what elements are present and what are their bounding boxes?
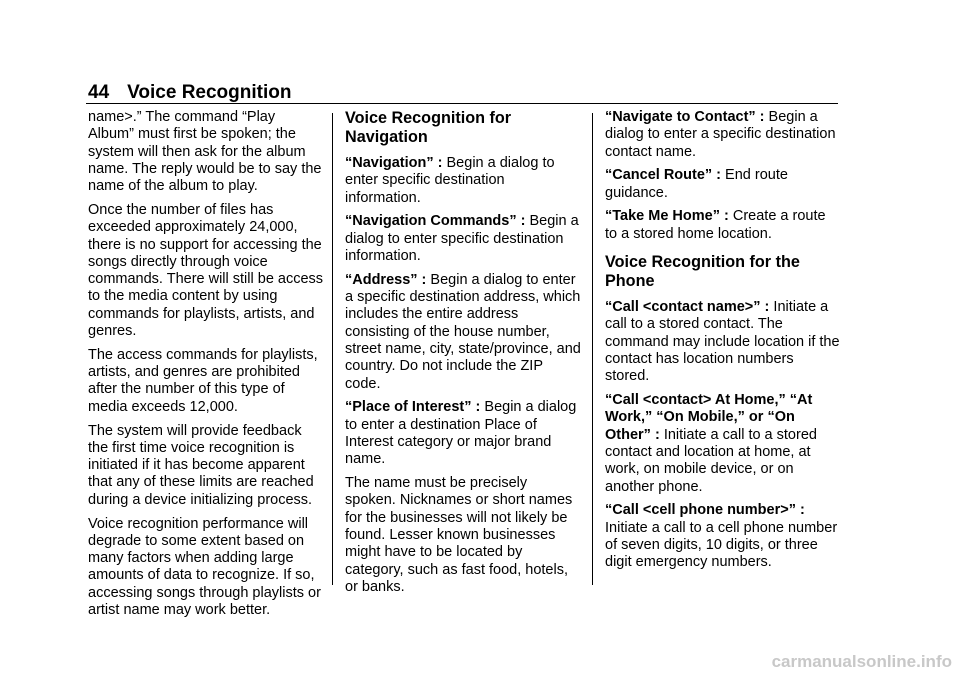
command-term: “Take Me Home” :: [605, 208, 729, 225]
command-item: [345, 272, 581, 393]
command-term: “Navigation Commands” :: [345, 213, 526, 230]
command-term: “Place of Interest” :: [345, 399, 481, 416]
command-desc: Initiate a call to a stored contact. The command may include location if the contact has location numbers stored.: [605, 299, 840, 385]
column-3: [605, 109, 841, 578]
paragraph: The access commands for playlists, artists, and genres are prohibited after the number of this type of media exceeds 12,000.: [88, 346, 318, 415]
column-divider-1: [332, 113, 333, 585]
page-number: 44: [88, 82, 110, 103]
command-term: “Call <cell phone number>” :: [605, 502, 805, 519]
command-term: “Navigate to Contact” :: [605, 109, 765, 125]
command-term: “Cancel Route” :: [605, 167, 722, 184]
command-item: [605, 167, 841, 202]
column-divider-2: [592, 113, 593, 585]
command-desc: Initiate a call to a stored contact and location at home, at work, on mobile device, or on another phone.: [605, 426, 817, 495]
command-desc: Begin a dialog to enter a specific destination address, which includes the entire address consisting of the house number, street name, city, state/province, and country. Do not include the ZIP code.: [345, 271, 581, 392]
command-item: [605, 208, 841, 243]
command-desc: Initiate a call to a cell phone number of seven digits, 10 digits, or three digit emergency numbers.: [605, 519, 838, 571]
command-term: “Call <contact> At Home,” “At Work,” “On Mobile,” or “On Other” :: [605, 392, 813, 443]
command-item: [345, 213, 581, 265]
paragraph: name>.” The command “Play Album” must first be spoken; the system will then ask for the album name. The reply would be to say the name of the album to play.: [88, 109, 322, 195]
command-desc: Begin a dialog to enter specific destination information.: [345, 155, 555, 206]
paragraph: The name must be precisely spoken. Nicknames or short names for the businesses will not likely be found. Lesser known businesses might have to be located by category, such as fast food, hotels, or banks.: [345, 475, 573, 595]
command-desc: Create a route to a stored home location.: [605, 208, 826, 242]
command-desc: Begin a dialog to enter specific destination information.: [345, 213, 579, 264]
command-term: “Address” :: [345, 271, 427, 288]
paragraph: Once the number of files has exceeded approximately 24,000, there is no support for accessing the songs directly through voice commands. There will still be access to the media content by using commands for playlists, artists, and genres.: [88, 201, 324, 340]
command-item: [605, 299, 841, 385]
column-1: [88, 109, 324, 626]
page-header: [88, 82, 291, 104]
command-desc: Begin a dialog to enter a destination Place of Interest category or major brand name.: [345, 399, 577, 468]
command-term: “Navigation” :: [345, 155, 443, 171]
navigation-heading: Voice Recognition for Navigation: [345, 109, 512, 146]
command-desc: End route guidance.: [605, 167, 788, 201]
section-title: Voice Recognition: [127, 82, 292, 103]
paragraph: The system will provide feedback the first time voice recognition is initiated if it has become apparent that any of these limits are reached during a device initializing process.: [88, 422, 314, 508]
paragraph: Voice recognition performance will degrade to some extent based on many factors when adding large amounts of data to recognize. If so, accessing songs through playlists or artist name may work better.: [88, 515, 321, 619]
command-item: [345, 155, 581, 207]
watermark: carmanualsonline.info: [771, 652, 952, 671]
command-item: [605, 502, 841, 571]
command-item: [605, 392, 841, 496]
command-desc: Begin a dialog to enter a specific destination contact name.: [605, 109, 836, 160]
column-2: [345, 109, 581, 603]
command-term: “Call <contact name>” :: [605, 299, 770, 316]
phone-heading: Voice Recognition for the Phone: [605, 253, 800, 291]
command-item: [345, 399, 581, 468]
header-rule: [86, 103, 838, 104]
command-item: [605, 109, 841, 161]
